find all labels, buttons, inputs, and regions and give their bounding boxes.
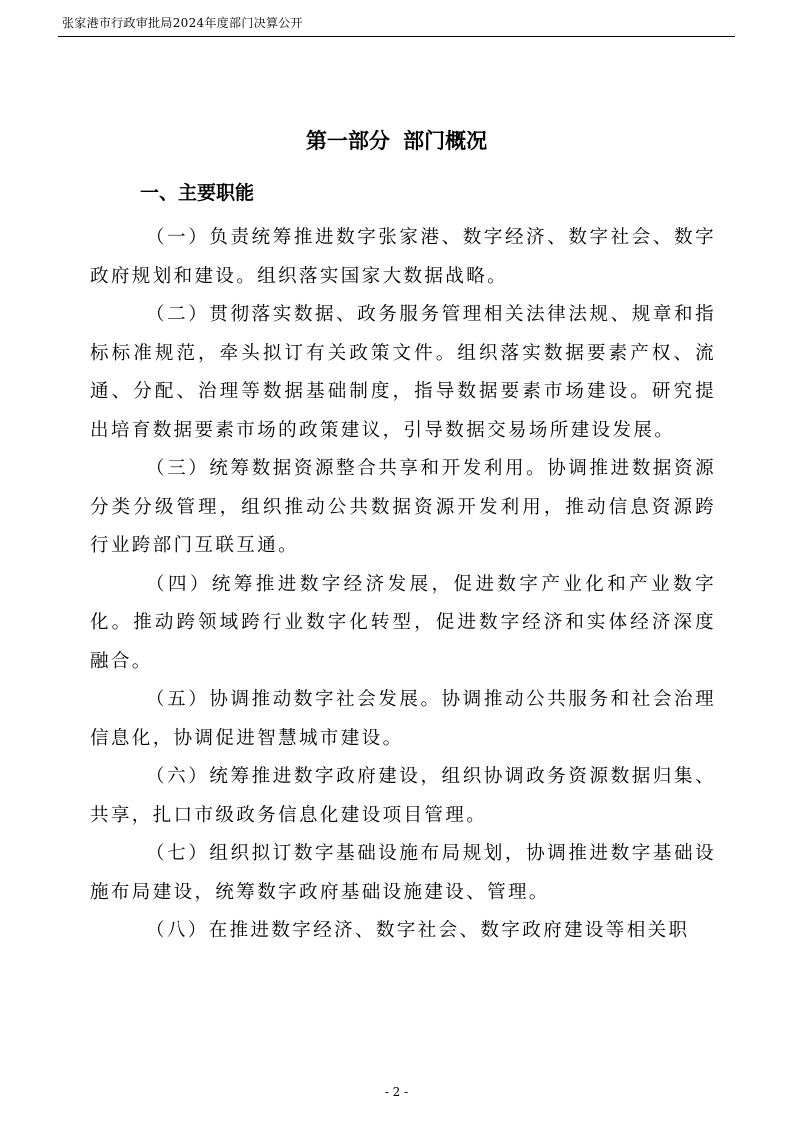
section-heading: 一、主要职能 <box>140 182 255 204</box>
body-text <box>90 219 716 951</box>
paragraph-7: （七）组织拟订数字基础设施布局规划，协调推进数字基础设施布局建设，统筹数字政府基础设施建设、管理。 <box>90 843 716 903</box>
paragraph-8: （八）在推进数字经济、数字社会、数字政府建设等相关职 <box>146 920 690 941</box>
paragraph-1: （一）负责统筹推进数字张家港、数字经济、数字社会、数字政府规划和建设。组织落实国家大数据战略。 <box>90 227 716 287</box>
running-header: 张家港市行政审批局2024年度部门决算公开 <box>62 16 303 30</box>
paragraph-3: （三）统筹数据资源整合共享和开发利用。协调推进数据资源分类分级管理，组织推动公共数据资源开发利用，推动信息资源跨行业跨部门互联互通。 <box>90 458 716 556</box>
paragraph-2: （二）贯彻落实数据、政务服务管理相关法律法规、规章和指标标准规范，牵头拟订有关政策文件。组织落实数据要素产权、流通、分配、治理等数据基础制度，指导数据要素市场建设。研究提出培育数据要素市场的政策建议，引导数据交易场所建设发展。 <box>90 304 716 441</box>
header-divider <box>58 36 735 37</box>
paragraph-5: （五）协调推动数字社会发展。协调推动公共服务和社会治理信息化，协调促进智慧城市建设。 <box>90 689 716 749</box>
page-number: - 2 - <box>384 1085 409 1099</box>
paragraph-4: （四）统筹推进数字经济发展，促进数字产业化和产业数字化。推动跨领域跨行业数字化转型，促进数字经济和实体经济深度融合。 <box>90 573 716 672</box>
paragraph-6: （六）统筹推进数字政府建设，组织协调政务资源数据归集、共享，扎口市级政务信息化建设项目管理。 <box>90 766 716 826</box>
part-title: 第一部分 部门概况 <box>305 129 488 153</box>
